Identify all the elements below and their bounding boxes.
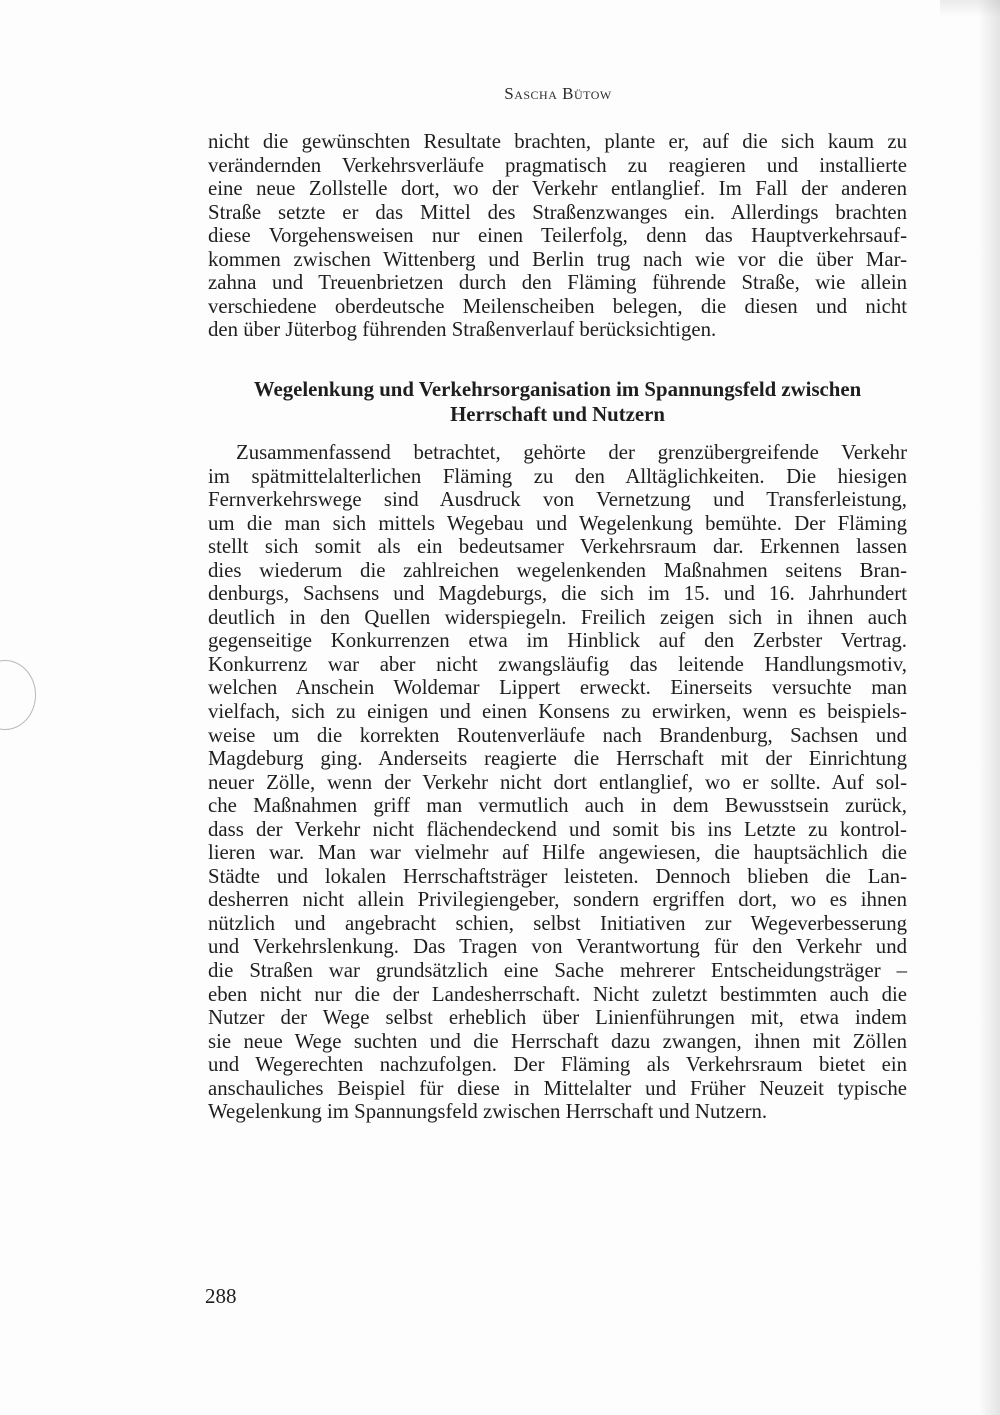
running-header: Sascha Bütow — [504, 84, 612, 103]
text-line: Zusammenfassend betrachtet, gehörte der grenzübergreifende Verkehr — [236, 441, 907, 464]
paragraph-continuation — [208, 130, 907, 342]
text-line: Städte und lokalen Herrschaftsträger leisteten. Dennoch blieben die Lan- — [208, 864, 907, 888]
text-line: verschiedene oberdeutsche Meilenscheiben belegen, die diesen und nicht — [208, 294, 907, 318]
heading-line: Herrschaft und Nutzern — [450, 403, 665, 426]
text-line: diese Vorgehensweisen nur einen Teilerfolg, denn das Hauptverkehrsauf- — [208, 224, 907, 248]
text-line: Fernverkehrswege sind Ausdruck von Vernetzung und Transferleistung, — [208, 488, 907, 512]
text-line: welchen Anschein Woldemar Lippert erweckt. Einerseits versuchte man — [208, 676, 907, 700]
paragraph-conclusion — [208, 441, 907, 1124]
text-line: nicht die gewünschten Resultate brachten, plante er, auf die sich kaum zu — [208, 130, 907, 153]
text-line: che Maßnahmen griff man vermutlich auch in dem Bewusstsein zurück, — [208, 794, 907, 818]
text-line: anschauliches Beispiel für diese in Mittelalter und Früher Neuzeit typische — [208, 1076, 907, 1100]
text-line: vielfach, sich zu einigen und einen Konsens zu erwirken, wenn es beispiels- — [208, 700, 907, 724]
punch-hole-mark — [0, 660, 36, 730]
text-line: weise um die korrekten Routenverläufe nach Brandenburg, Sachsen und — [208, 723, 907, 747]
text-line: um die man sich mittels Wegebau und Wegelenkung bemühte. Der Fläming — [208, 511, 907, 535]
text-line: Nutzer der Wege selbst erheblich über Linienführungen mit, etwa indem — [208, 1006, 907, 1030]
text-line: stellt sich somit als ein bedeutsamer Verkehrsraum dar. Erkennen lassen — [208, 535, 907, 559]
text-line: Wegelenkung im Spannungsfeld zwischen Herrschaft und Nutzern. — [208, 1100, 768, 1124]
text-line: im spätmittelalterlichen Fläming zu den Alltäglichkeiten. Die hiesigen — [208, 464, 907, 488]
text-line: und Wegerechten nachzufolgen. Der Fläming als Verkehrsraum bietet ein — [208, 1053, 907, 1077]
text-line: die Straßen war grundsätzlich eine Sache mehrerer Entscheidungsträger – — [208, 959, 907, 983]
text-line: dass der Verkehr nicht flächendeckend und somit bis ins Letzte zu kontrol- — [208, 817, 907, 841]
text-line: dies wiederum die zahlreichen wegelenkenden Maßnahmen seitens Bran- — [208, 558, 907, 582]
text-line: nützlich und angebracht schien, selbst Initiativen zur Wegeverbesserung — [208, 911, 907, 935]
text-line: zahna und Treuenbrietzen durch den Fläming führende Straße, wie allein — [208, 271, 907, 295]
text-line: den über Jüterbog führenden Straßenverlauf berücksichtigen. — [208, 318, 717, 342]
heading-line: Wegelenkung und Verkehrsorganisation im Spannungsfeld zwischen — [253, 378, 862, 401]
text-line: und Verkehrslenkung. Das Tragen von Verantwortung für den Verkehr und — [208, 935, 907, 959]
scan-edge-shadow — [978, 0, 1000, 1415]
text-line: gegenseitige Konkurrenzen etwa im Hinblick auf den Zerbster Vertrag. — [208, 629, 907, 653]
text-line: lieren war. Man war vielmehr auf Hilfe angewiesen, die hauptsächlich die — [208, 841, 907, 865]
text-line: Konkurrenz war aber nicht zwangsläufig das leitende Handlungsmotiv, — [208, 652, 907, 676]
text-line: Straße setzte er das Mittel des Straßenzwanges ein. Allerdings brachten — [208, 200, 907, 224]
text-line: deutlich in den Quellen widerspiegeln. Freilich zeigen sich in ihnen auch — [208, 605, 907, 629]
text-line: Magdeburg ging. Anderseits reagierte die Herrschaft mit der Einrichtung — [208, 747, 907, 771]
text-line: eben nicht nur die der Landesherrschaft. Nicht zuletzt bestimmten auch die — [208, 982, 907, 1006]
text-line: verändernden Verkehrsverläufe pragmatisch zu reagieren und installierte — [208, 153, 907, 177]
text-line: denburgs, Sachsens und Magdeburgs, die sich im 15. und 16. Jahrhundert — [208, 582, 907, 606]
text-line: kommen zwischen Wittenberg und Berlin trug nach wie vor die über Mar- — [208, 247, 907, 271]
text-line: sie neue Wege suchten und die Herrschaft dazu zwangen, ihnen mit Zöllen — [208, 1029, 907, 1053]
section-heading — [208, 377, 907, 427]
text-line: desherren nicht allein Privilegiengeber, sondern ergriffen dort, wo es ihnen — [208, 888, 907, 912]
page-number: 288 — [205, 1284, 237, 1308]
text-line: neuer Zölle, wenn der Verkehr nicht dort entlanglief, wo er sollte. Auf sol- — [208, 770, 907, 794]
scan-corner-shadow — [940, 0, 1000, 18]
text-line: eine neue Zollstelle dort, wo der Verkehr entlanglief. Im Fall der anderen — [208, 177, 907, 201]
